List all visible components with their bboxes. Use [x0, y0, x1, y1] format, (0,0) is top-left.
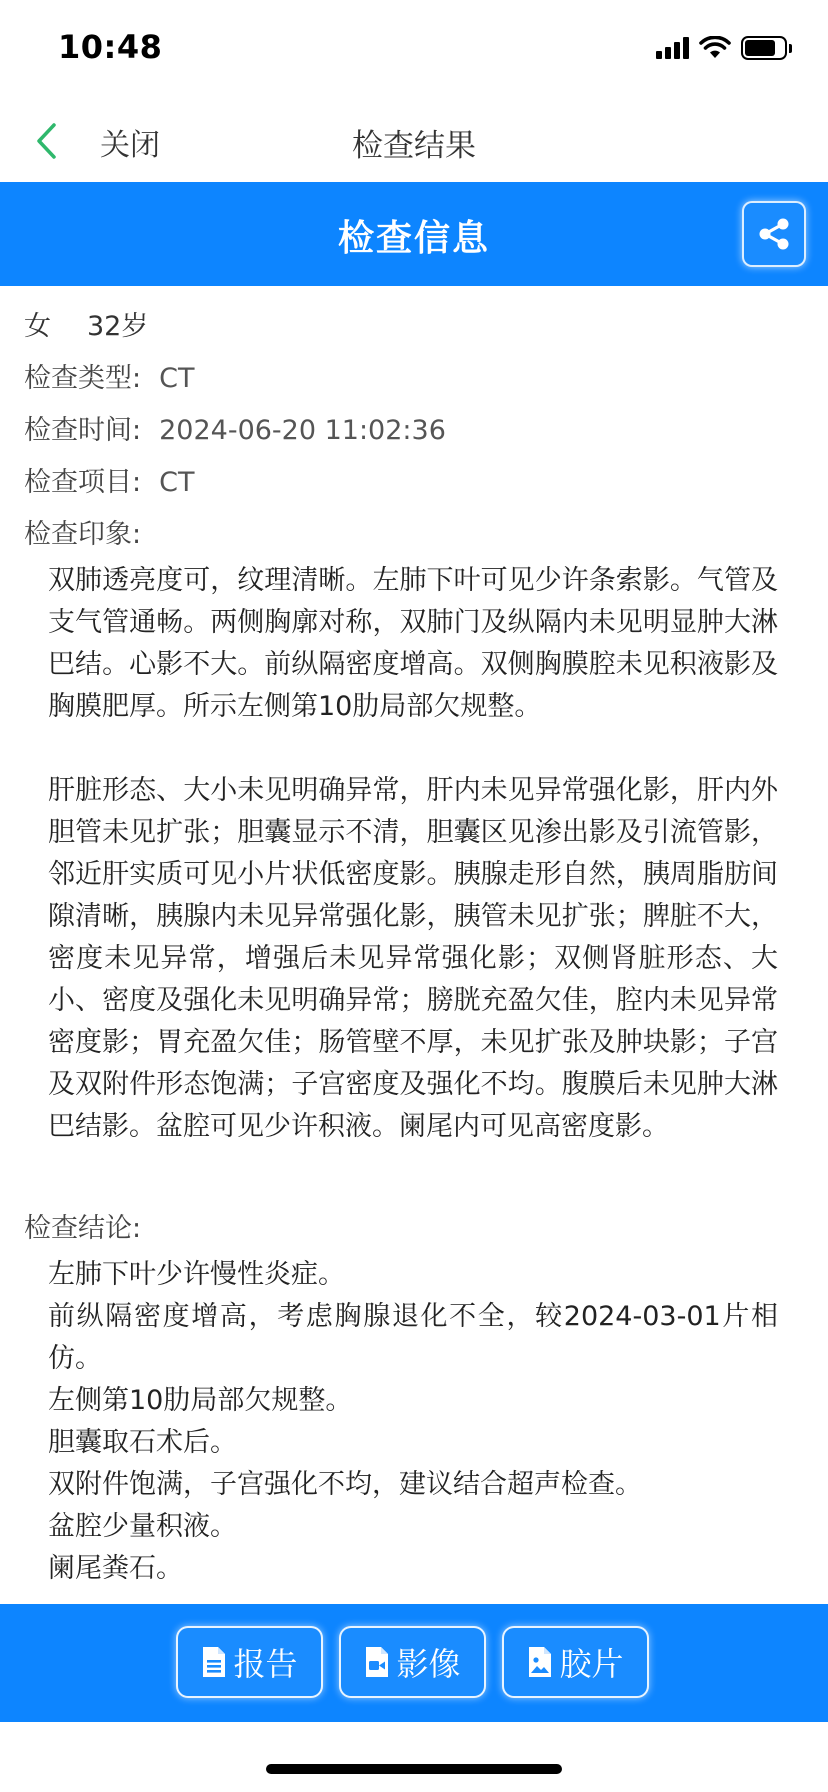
info-header — [0, 182, 828, 286]
document-icon — [201, 1646, 227, 1678]
film-button[interactable] — [502, 1626, 649, 1698]
image-file-icon — [527, 1646, 553, 1678]
patient-age: 32岁 — [87, 311, 149, 342]
conclusion-line: 左侧第10肋局部欠规整。 — [48, 1385, 353, 1416]
page-title: 检查结果 — [352, 128, 476, 164]
share-icon — [756, 216, 792, 252]
status-icons — [656, 36, 792, 60]
conclusion-line: 左肺下叶少许慢性炎症。 — [48, 1259, 345, 1290]
info-header-title: 检查信息 — [337, 218, 490, 259]
cellular-signal-icon — [656, 37, 689, 59]
patient-info-row — [24, 304, 148, 343]
bottom-action-bar — [0, 1604, 828, 1722]
conclusion-line: 盆腔少量积液。 — [48, 1511, 237, 1542]
report-button[interactable] — [176, 1626, 323, 1698]
battery-icon — [741, 36, 792, 60]
conclusion-line: 双附件饱满，子宫强化不均，建议结合超声检查。 — [48, 1469, 642, 1500]
exam-item-row — [24, 460, 194, 499]
conclusion-line: 阑尾粪石。 — [48, 1553, 183, 1584]
video-file-icon — [364, 1646, 390, 1678]
close-button[interactable]: 关闭 — [100, 128, 160, 163]
wifi-icon — [699, 36, 731, 60]
exam-item-value: CT — [159, 467, 195, 498]
share-button[interactable] — [742, 201, 806, 267]
film-button-label: 胶片 — [559, 1645, 624, 1683]
patient-gender: 女 — [24, 311, 51, 342]
impression-label: 检查印象: — [24, 519, 142, 550]
exam-item-label: 检查项目: — [24, 467, 142, 498]
impression-paragraph-2: 肝脏形态、大小未见明确异常，肝内未见异常强化影，肝内外胆管未见扩张；胆囊显示不清，胆囊区见渗出影及引流管影，邻近肝实质可见小片状低密度影。胰腺走形自然，胰周脂肪间隙清晰，胰腺内未见异常强化影，胰管未见扩张；脾脏不大，密度未见异常，增强后未见异常强化影；双侧肾脏形态、大小、密度及强化未见明确异常；膀胱充盈欠佳，腔内未见异常密度影；胃充盈欠佳；肠管壁不厚，未见扩张及肿块影；子宫及双附件形态饱满；子宫密度及强化不均。腹膜后未见肿大淋巴结影。盆腔可见少许积液。阑尾内可见高密度影。 — [48, 775, 778, 1142]
impression-paragraph-1: 双肺透亮度可，纹理清晰。左肺下叶可见少许条索影。气管及支气管通畅。两侧胸廓对称，双肺门及纵隔内未见明显肿大淋巴结。心影不大。前纵隔密度增高。双侧胸膜腔未见积液影及胸膜肥厚。所示左侧第10肋局部欠规整。 — [48, 565, 778, 722]
home-indicator — [266, 1764, 562, 1774]
conclusion-label: 检查结论: — [24, 1213, 142, 1244]
status-time: 10:48 — [58, 28, 163, 66]
conclusion-line: 前纵隔密度增高，考虑胸腺退化不全，较2024-03-01片相仿。 — [48, 1301, 778, 1374]
conclusion-line: 胆囊取石术后。 — [48, 1427, 237, 1458]
exam-type-row — [24, 356, 194, 395]
exam-type-label: 检查类型: — [24, 363, 142, 394]
report-button-label: 报告 — [233, 1645, 298, 1683]
conclusion-list — [48, 1254, 778, 1590]
image-button[interactable] — [339, 1626, 486, 1698]
exam-time-label: 检查时间: — [24, 415, 142, 446]
image-button-label: 影像 — [396, 1645, 461, 1683]
exam-time-value: 2024-06-20 11:02:36 — [159, 415, 446, 446]
exam-time-row — [24, 408, 446, 447]
exam-type-value: CT — [159, 363, 195, 394]
status-bar — [0, 0, 828, 100]
nav-bar — [0, 100, 828, 182]
